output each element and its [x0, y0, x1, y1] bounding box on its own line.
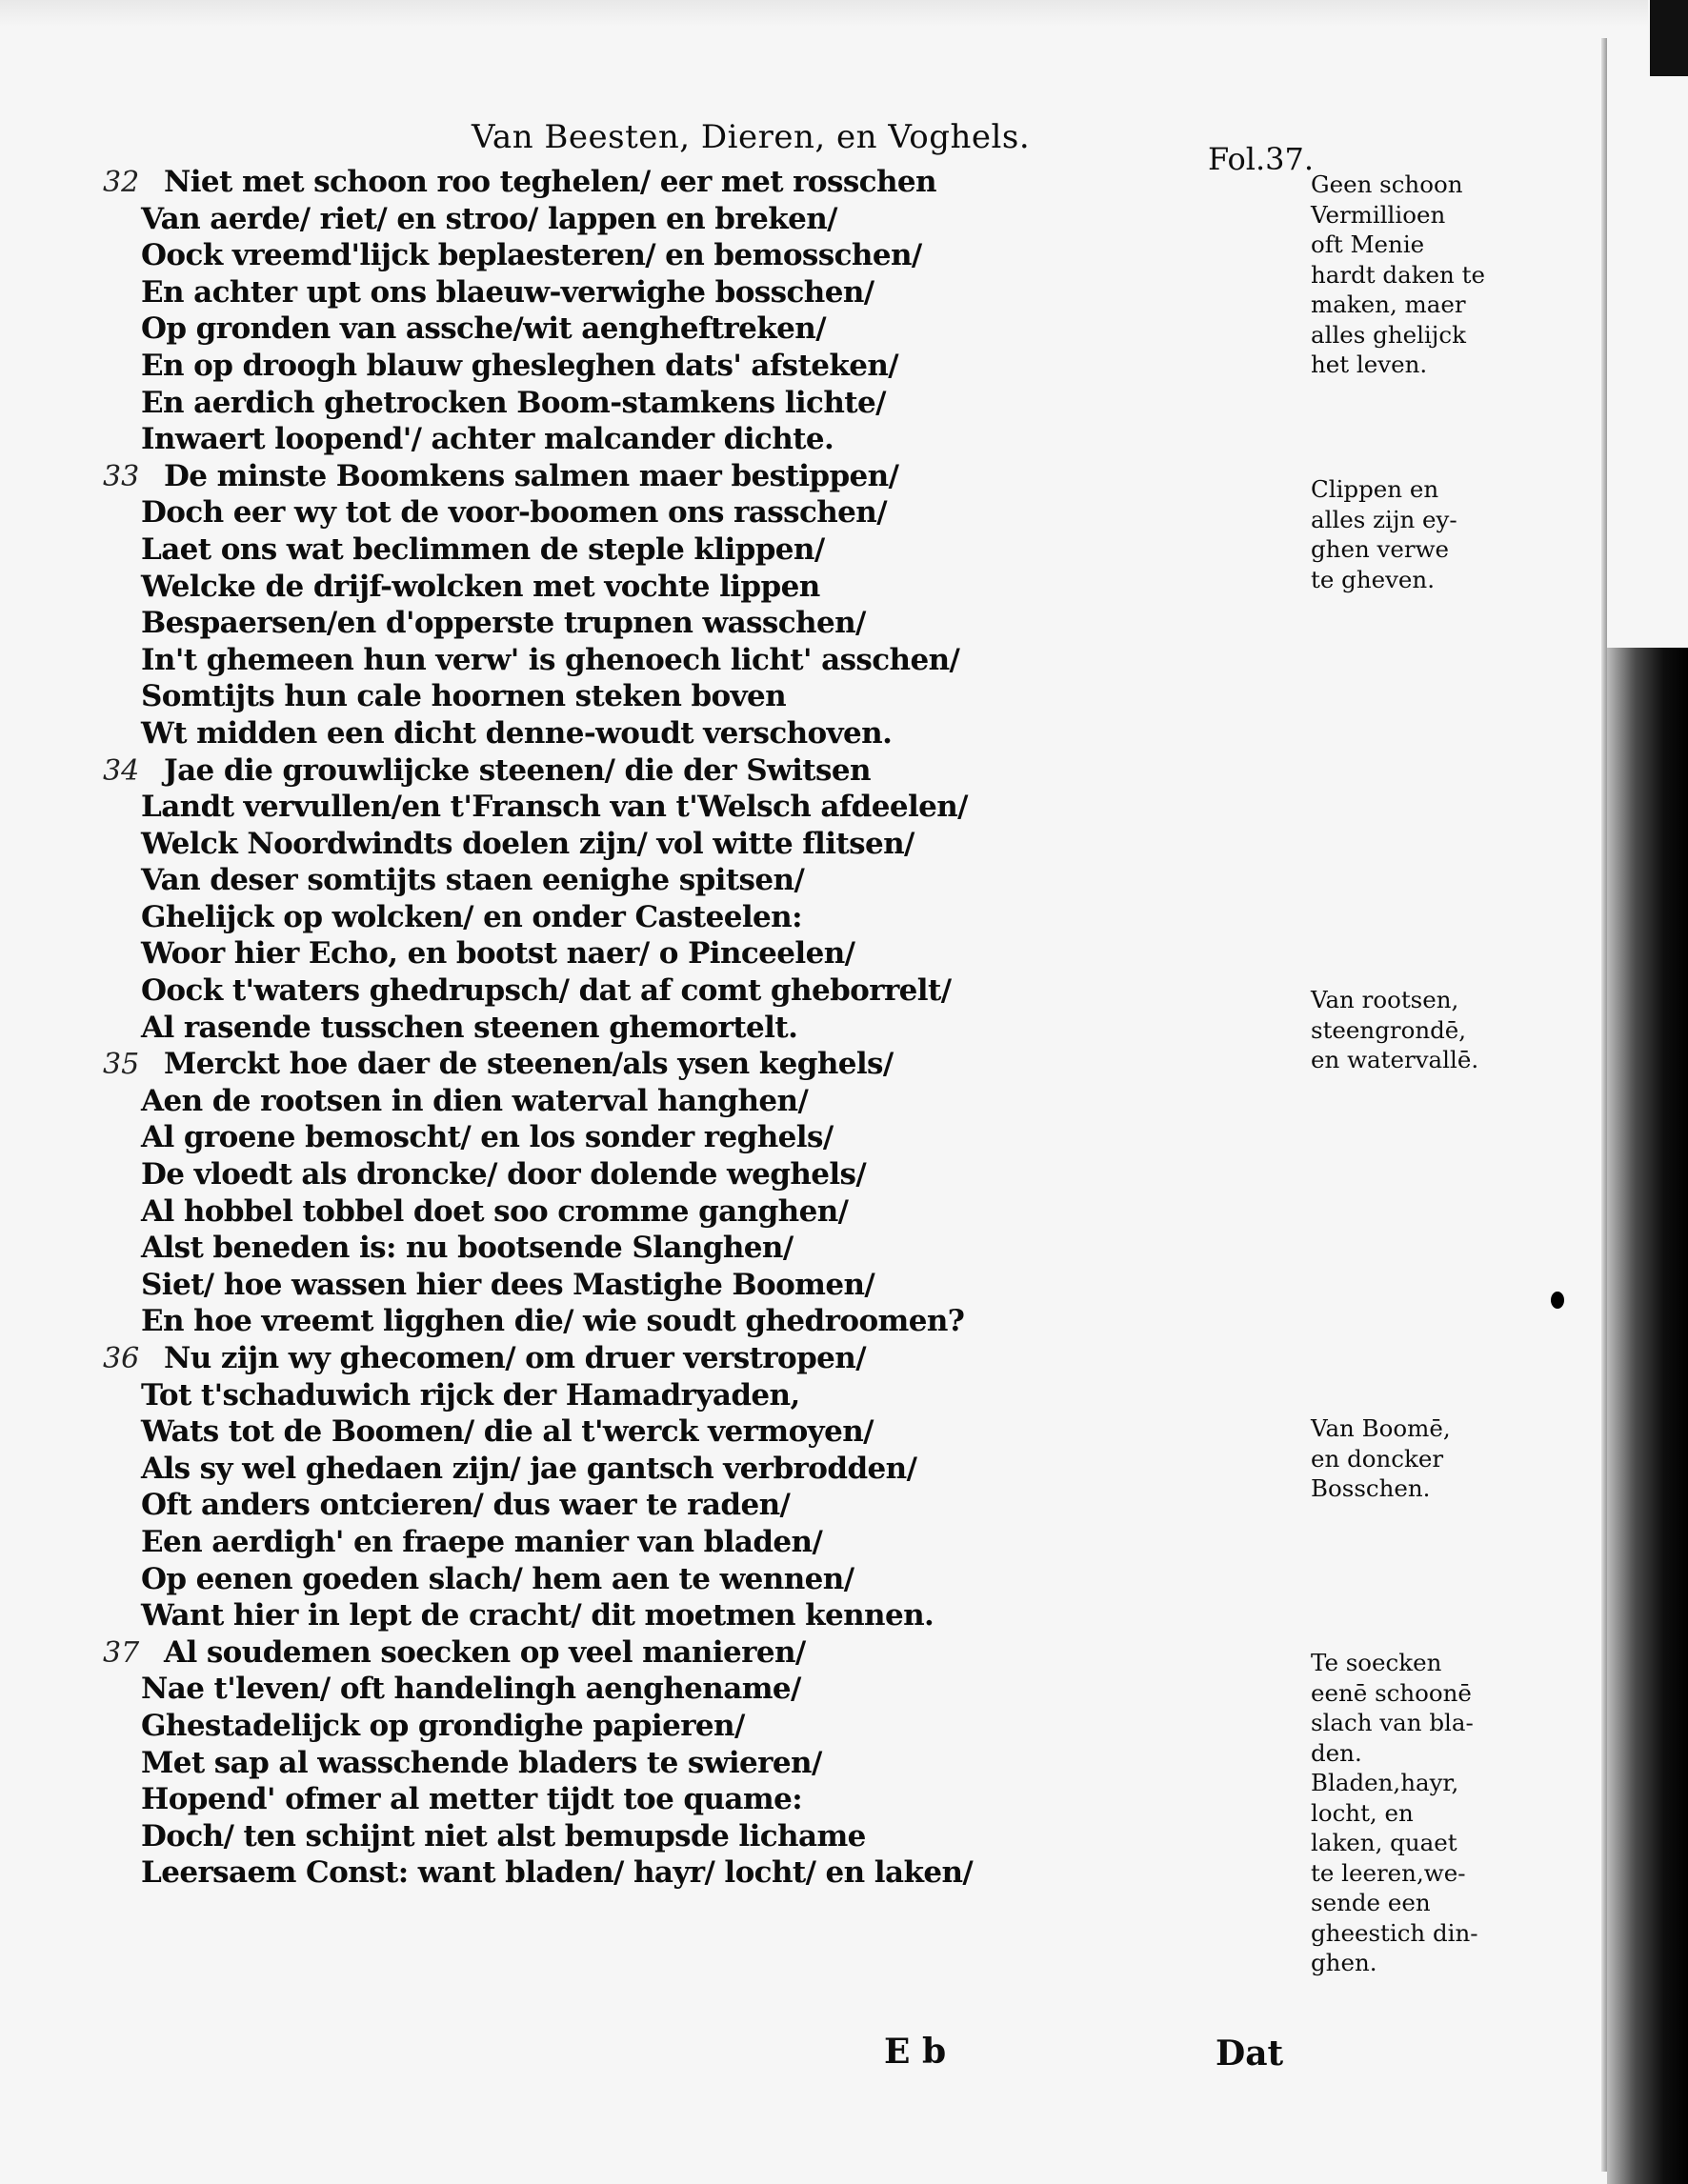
margin-note-line: alles ghelijck — [1311, 320, 1466, 349]
verse-line: Somtijts hun cale hoornen steken boven — [141, 679, 787, 714]
margin-note — [1311, 985, 1530, 1075]
verse-line: Tot t'schaduwich rijck der Hamadryaden, — [141, 1377, 800, 1413]
margin-note-line: sende een — [1311, 1889, 1431, 1916]
verse-line: Bespaersen/en d'opperste trupnen wasschen/ — [141, 606, 866, 641]
verse-line: Niet met schoon roo teghelen/ eer met rosschen — [164, 165, 936, 199]
verse-line: En op droogh blauw ghesleghen dats' afsteken/ — [141, 348, 898, 383]
verse-line: Aen de rootsen in dien waterval hanghen/ — [141, 1083, 809, 1118]
verse-line: Al rasende tusschen steenen ghemortelt. — [141, 1010, 798, 1045]
margin-note-line: steengrondē, — [1311, 1015, 1467, 1044]
verse-line: In't ghemeen hun verw' is ghenoech licht' asschen/ — [141, 642, 960, 677]
verse-line: Al groene bemoscht/ en los sonder reghels/ — [141, 1120, 834, 1155]
margin-note-line: laken, quaet — [1311, 1829, 1457, 1856]
verse-line: Welcke de drijf-wolcken met vochte lippen — [141, 569, 820, 604]
stanza-number: 32 — [103, 166, 140, 199]
verse-line: Van deser somtijts staen eenighe spitsen/ — [141, 863, 805, 898]
verse-line: En aerdich ghetrocken Boom-stamkens lichte/ — [141, 385, 886, 420]
stanza-number: 36 — [103, 1342, 140, 1375]
margin-note-line: Geen schoon — [1311, 170, 1463, 198]
verse-line: Doch eer wy tot de voor-boomen ons rasschen/ — [141, 495, 887, 531]
verse-line: Op eenen goeden slach/ hem aen te wennen/ — [141, 1561, 854, 1596]
margin-note — [1311, 170, 1530, 380]
verse-line: Woor hier Echo, en bootst naer/ o Pinceelen/ — [141, 936, 855, 972]
verse-line: Wt midden een dicht denne-woudt verschoven. — [141, 715, 893, 751]
margin-note-line: ghen verwe — [1311, 535, 1450, 563]
scan-background-shadow — [1607, 648, 1688, 2184]
margin-note-line: den. — [1311, 1738, 1362, 1767]
verse-line: Inwaert loopend'/ achter malcander dichte. — [141, 422, 834, 457]
margin-note-line: Bladen,hayr, — [1311, 1769, 1459, 1796]
verse-line: Nu zijn wy ghecomen/ om druer verstropen/ — [164, 1341, 866, 1375]
stanza-number: 34 — [103, 753, 140, 788]
stanza — [103, 1046, 1036, 1340]
verse-line: Met sap al wasschende bladers te swieren/ — [141, 1745, 822, 1780]
verse-line: Hopend' ofmer al metter tijdt toe quame: — [141, 1782, 803, 1817]
verse-line: Landt vervullen/en t'Fransch van t'Welsch afdeelen/ — [141, 790, 968, 825]
margin-note-line: maken, maer — [1311, 291, 1466, 318]
verse-line: Op gronden van assche/wit aengheftreken/ — [141, 311, 826, 347]
margin-note-line: gheestich din- — [1311, 1918, 1478, 1947]
stanza — [103, 164, 1036, 458]
margin-note-line: locht, en — [1311, 1798, 1414, 1827]
margin-note-line: Van Boomē, — [1311, 1414, 1451, 1442]
signature-mark: E b — [884, 2032, 947, 2072]
running-head: Van Beesten, Dieren, en Voghels. — [472, 118, 1031, 156]
stanza — [103, 1634, 1036, 1892]
verse-line: Ghestadelijck op grondighe papieren/ — [141, 1708, 745, 1743]
margin-note-line: alles zijn ey- — [1311, 505, 1457, 533]
verse-line: Wats tot de Boomen/ die al t'werck vermoyen/ — [141, 1414, 874, 1450]
stanza-number: 37 — [103, 1635, 140, 1670]
stanza — [103, 458, 1036, 752]
margin-note-line: Bosschen. — [1311, 1474, 1431, 1502]
margin-note-line: hardt daken te — [1311, 260, 1485, 289]
page-top-edge — [0, 0, 1648, 27]
stanza-number: 35 — [103, 1048, 140, 1082]
ink-spot — [1551, 1292, 1564, 1309]
verse-line: En achter upt ons blaeuw-verwighe bosschen/ — [141, 274, 874, 310]
margin-note-line: eenē schoonē — [1311, 1678, 1472, 1707]
margin-note-line: en watervallē. — [1311, 1046, 1479, 1073]
margin-note-line: en doncker — [1311, 1444, 1444, 1473]
verse-line: Oock t'waters ghedrupsch/ dat af comt gheborrelt/ — [141, 973, 952, 1009]
verse-line: Merckt hoe daer de steenen/als ysen keghels/ — [164, 1047, 894, 1082]
verse-line: Laet ons wat beclimmen de steple klippen/ — [141, 531, 825, 567]
margin-note — [1311, 1648, 1530, 1978]
catchword: Dat — [1216, 2034, 1284, 2074]
margin-note — [1311, 1413, 1530, 1504]
verse-line: Al hobbel tobbel doet soo cromme ganghen/ — [141, 1193, 849, 1229]
margin-note-line: te leeren,we- — [1311, 1858, 1466, 1887]
verse-line: Al soudemen soecken op veel manieren/ — [164, 1634, 806, 1670]
margin-note-line: te gheven. — [1311, 565, 1436, 593]
verse-line: Oft anders ontcieren/ dus waer te raden/ — [141, 1488, 791, 1523]
verse-line: Welck Noordwindts doelen zijn/ vol witte flitsen/ — [141, 826, 914, 861]
verse-line: Nae t'leven/ oft handelingh aenghename/ — [141, 1672, 801, 1707]
margin-note — [1311, 474, 1530, 594]
verse-line: Want hier in lept de cracht/ dit moetmen kennen. — [141, 1598, 934, 1633]
margin-note-line: Te soecken — [1311, 1649, 1442, 1676]
stanza — [103, 1340, 1036, 1634]
verse-line: Doch/ ten schijnt niet alst bemupsde lichame — [141, 1818, 866, 1853]
stanza — [103, 752, 1036, 1047]
verse-line: Een aerdigh' en fraepe manier van bladen/ — [141, 1524, 823, 1559]
margin-note-line: Clippen en — [1311, 475, 1439, 503]
margin-note-line: Van rootsen, — [1311, 986, 1459, 1013]
verse-line: Ghelijck op wolcken/ en onder Casteelen: — [141, 899, 802, 934]
verse-line: Leersaem Const: want bladen/ hayr/ locht/ en laken/ — [141, 1855, 974, 1891]
folio-number: Fol.37. — [1208, 141, 1315, 177]
margin-note-line: slach van bla- — [1311, 1709, 1474, 1736]
poem-text — [103, 164, 1036, 1892]
margin-note-line: Vermillioen — [1311, 200, 1446, 229]
verse-line: En hoe vreemt ligghen die/ wie soudt ghedroomen? — [141, 1304, 965, 1339]
verse-line: De minste Boomkens salmen maer bestippen/ — [164, 458, 899, 493]
stanza-number: 33 — [103, 459, 140, 493]
margin-note-line: oft Menie — [1311, 230, 1425, 258]
verse-line: Alst beneden is: nu bootsende Slanghen/ — [141, 1231, 794, 1266]
margin-note-line: het leven. — [1311, 351, 1428, 378]
verse-line: Als sy wel ghedaen zijn/ jae gantsch verbrodden/ — [141, 1451, 917, 1486]
verse-line: Van aerde/ riet/ en stroo/ lappen en breken/ — [141, 201, 837, 236]
scan-corner-shadow — [1650, 0, 1688, 76]
verse-line: Oock vreemd'lijck beplaesteren/ en bemosschen/ — [141, 238, 922, 273]
verse-line: Siet/ hoe wassen hier dees Mastighe Boomen/ — [141, 1267, 875, 1302]
margin-note-line: ghen. — [1311, 1949, 1377, 1976]
verse-line: De vloedt als droncke/ door dolende weghels/ — [141, 1157, 867, 1192]
verse-line: Jae die grouwlijcke steenen/ die der Switsen — [164, 752, 871, 788]
